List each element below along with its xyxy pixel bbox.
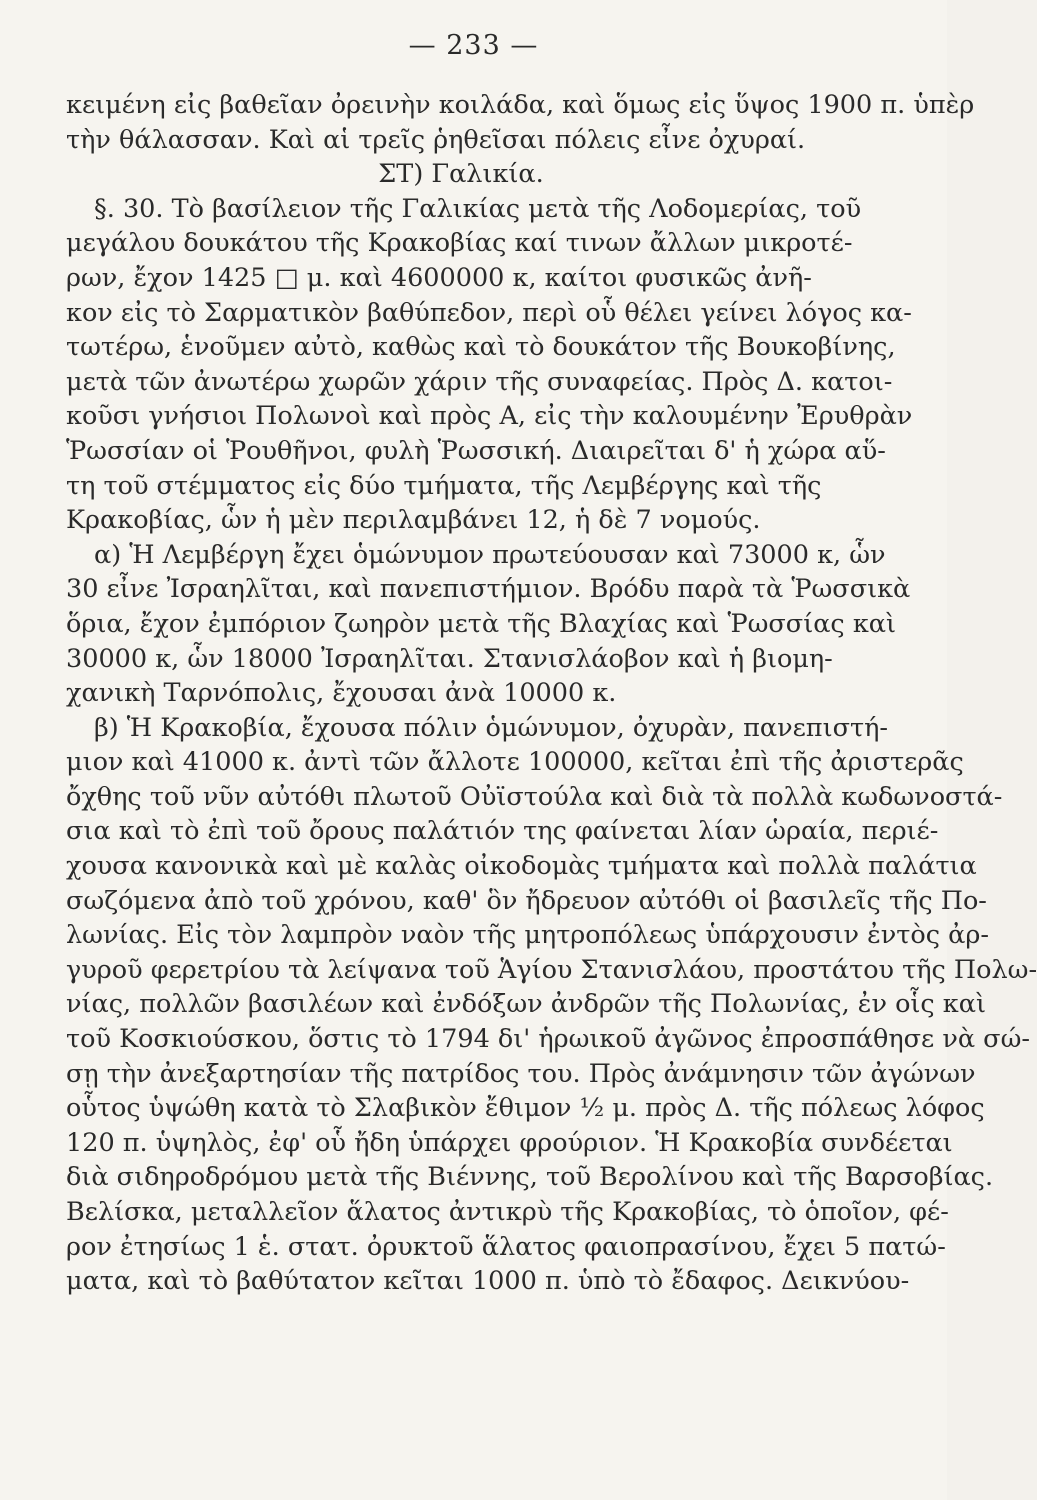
text-line: ματα, καὶ τὸ βαθύτατον κεῖται 1000 π. ὑπὸ τὸ ἔδαφος. Δεικνύου- <box>66 1266 910 1297</box>
text-line: β) Ἡ Κρακοβία, ἔχουσα πόλιν ὁμώνυμον, ὀχυρὰν, πανεπιστή- <box>94 712 888 743</box>
text-line: ὅρια, ἔχον ἐμπόριον ζωηρὸν μετὰ τῆς Βλαχίας καὶ Ῥωσσίας καὶ <box>66 608 896 639</box>
text-line: τωτέρω, ἑνοῦμεν αὐτὸ, καθὼς καὶ τὸ δουκάτον τῆς Βουκοβίνης, <box>66 332 896 363</box>
text-line: κον εἰς τὸ Σαρματικὸν βαθύπεδον, περὶ οὗ θέλει γείνει λόγος κα- <box>66 297 912 328</box>
text-line: οὗτος ὑψώθη κατὰ τὸ Σλαβικὸν ἔθιμον ½ μ. πρὸς Δ. τῆς πόλεως λόφος <box>66 1093 985 1124</box>
page-number: — 233 — <box>408 30 539 61</box>
text-line: γυροῦ φερετρίου τὰ λείψανα τοῦ Ἁγίου Στανισλάου, προστάτου τῆς Πολω- <box>66 954 1037 985</box>
text-line: διὰ σιδηροδρόμου μετὰ τῆς Βιέννης, τοῦ Βερολίνου καὶ τῆς Βαρσοβίας. <box>66 1162 994 1193</box>
text-line: τὴν θάλασσαν. Καὶ αἱ τρεῖς ῥηθεῖσαι πόλεις εἶνε ὀχυραί. <box>66 124 806 155</box>
text-line: α) Ἡ Λεμβέργη ἔχει ὁμώνυμον πρωτεύουσαν καὶ 73000 κ, ὧν <box>94 539 886 570</box>
text-line: Βελίσκα, μεταλλεῖον ἅλατος ἀντικρὺ τῆς Κρακοβίας, τὸ ὁποῖον, φέ- <box>66 1197 949 1227</box>
text-line: 30 εἶνε Ἰσραηλῖται, καὶ πανεπιστήμιον. Βρόδυ παρὰ τὰ Ῥωσσικὰ <box>66 574 911 605</box>
text-line: Ῥωσσίαν οἱ Ῥουθῆνοι, φυλὴ Ῥωσσική. Διαιρεῖται δ' ἡ χώρα αὕ- <box>66 435 886 466</box>
text-line: σωζόμενα ἀπὸ τοῦ χρόνου, καθ' ὃν ἤδρευον αὐτόθι οἱ βασιλεῖς τῆς Πο- <box>66 885 987 916</box>
text-line: 30000 κ, ὧν 18000 Ἰσραηλῖται. Στανισλάοβον καὶ ἡ βιομη- <box>66 643 833 674</box>
text-line: ὄχθης τοῦ νῦν αὐτόθι πλωτοῦ Οὐϊστούλα καὶ διὰ τὰ πολλὰ κωδωνοστά- <box>66 781 1003 812</box>
text-line: κειμένη εἰς βαθεῖαν ὀρεινὴν κοιλάδα, καὶ ὅμως εἰς ὕψος 1900 π. ὑπὲρ <box>66 90 975 120</box>
text-line: τοῦ Κοσκιούσκου, ὅστις τὸ 1794 δι' ἡρωικοῦ ἀγῶνος ἐπροσπάθησε νὰ σώ- <box>66 1024 1030 1055</box>
text-line: μετὰ τῶν ἀνωτέρω χωρῶν χάριν τῆς συναφείας. Πρὸς Δ. κατοι- <box>66 366 893 397</box>
text-line: χουσα κανονικὰ καὶ μὲ καλὰς οἰκοδομὰς τμήματα καὶ πολλὰ παλάτια <box>66 851 977 882</box>
body-text <box>66 88 1037 1299</box>
text-line: 120 π. ὑψηλὸς, ἐφ' οὗ ἤδη ὑπάρχει φρούριον. Ἡ Κρακοβία συνδέεται <box>66 1127 953 1158</box>
text-line: κοῦσι γνήσιοι Πολωνοὶ καὶ πρὸς Α, εἰς τὴν καλουμένην Ἐρυθρὰν <box>66 401 913 432</box>
text-line: Κρακοβίας, ὧν ἡ μὲν περιλαμβάνει 12, ἡ δὲ 7 νομούς. <box>66 505 761 536</box>
text-line: τη τοῦ στέμματος εἰς δύο τμήματα, τῆς Λεμβέργης καὶ τῆς <box>66 470 822 501</box>
text-line: λωνίας. Εἰς τὸν λαμπρὸν ναὸν τῆς μητροπόλεως ὑπάρχουσιν ἐντὸς ἀρ- <box>66 920 989 951</box>
text-line: μεγάλου δουκάτου τῆς Κρακοβίας καί τινων ἄλλων μικροτέ- <box>66 228 853 259</box>
text-line: μιον καὶ 41000 κ. ἀντὶ τῶν ἄλλοτε 100000, κεῖται ἐπὶ τῆς ἀριστερᾶς <box>66 747 964 778</box>
text-line: σῃ τὴν ἀνεξαρτησίαν τῆς πατρίδος του. Πρὸς ἀνάμνησιν τῶν ἀγώνων <box>66 1058 976 1089</box>
text-line: χανικὴ Ταρνόπολις, ἔχουσαι ἀνὰ 10000 κ. <box>66 678 617 709</box>
text-line: ρον ἐτησίως 1 ἑ. στατ. ὀρυκτοῦ ἅλατος φαιοπρασίνου, ἔχει 5 πατώ- <box>66 1231 946 1262</box>
text-line: νίας, πολλῶν βασιλέων καὶ ἐνδόξων ἀνδρῶν τῆς Πολωνίας, ἐν οἷς καὶ <box>66 989 986 1020</box>
text-line: ρων, ἔχον 1425 □ μ. καὶ 4600000 κ, καίτοι φυσικῶς ἀνῆ- <box>66 262 812 293</box>
text-line: §. 30. Τὸ βασίλειον τῆς Γαλικίας μετὰ τῆς Λοδομερίας, τοῦ <box>94 193 862 224</box>
text-line: σια καὶ τὸ ἐπὶ τοῦ ὄρους παλάτιόν της φαίνεται λίαν ὡραία, περιέ- <box>66 816 939 847</box>
section-heading: ΣΤ) Γαλικία. <box>378 159 544 190</box>
